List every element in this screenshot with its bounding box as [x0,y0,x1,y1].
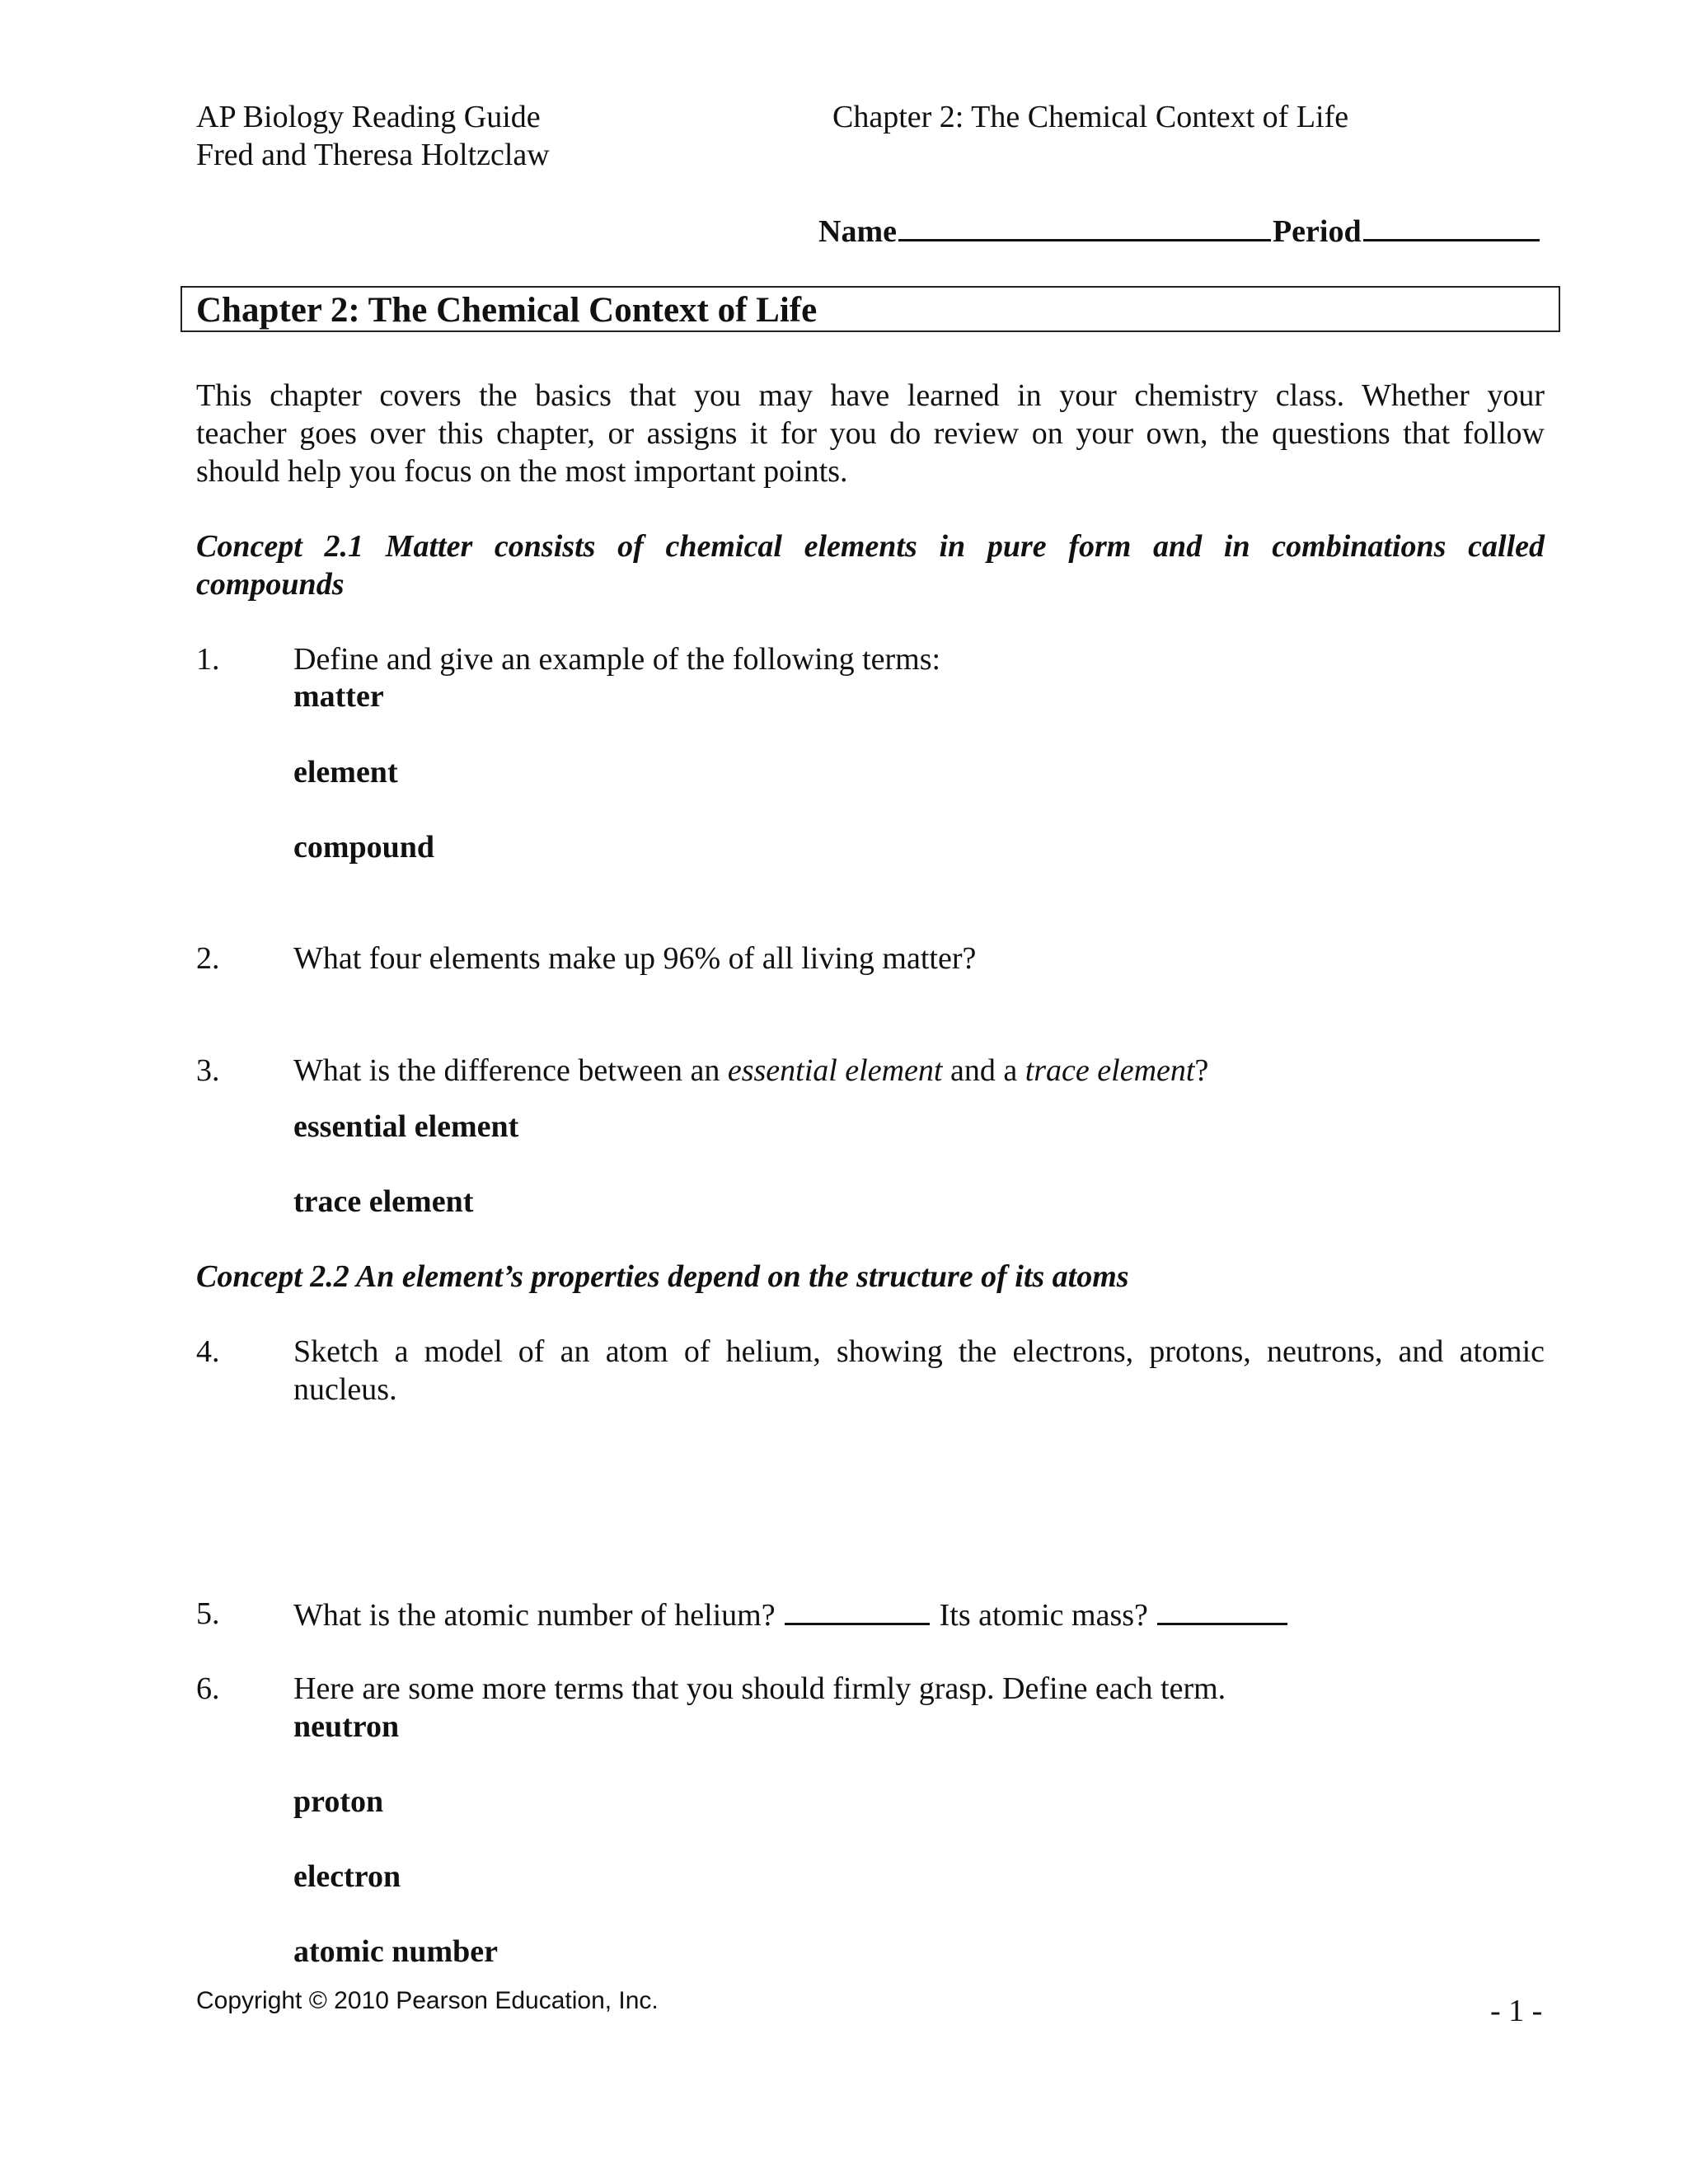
q3-text-before: What is the difference between an [293,1053,728,1088]
concept-2-2: Concept 2.2 An element’s properties depend on the structure of its atoms [196,1259,1129,1294]
q3-em-essential: essential element [727,1053,943,1088]
name-label: Name [818,214,897,249]
page-number: - 1 - [1490,1994,1543,2028]
q4-line-2: nucleus. [293,1372,397,1407]
q5-text-atomic-mass: Its atomic mass? [939,1598,1148,1633]
name-period-line [818,211,1541,251]
q6-term-atomic-number: atomic number [293,1934,499,1969]
header-guide-title: AP Biology Reading Guide [196,100,541,134]
q1-term-matter: matter [293,679,384,714]
q3-term-essential-element: essential element [293,1109,519,1144]
period-label: Period [1272,214,1362,249]
q3-term-trace-element: trace element [293,1184,474,1219]
q6-term-neutron: neutron [293,1709,400,1744]
q5-atomic-number-blank[interactable] [785,1595,930,1625]
q5-atomic-mass-blank[interactable] [1157,1595,1287,1625]
q6-number: 6. [196,1671,220,1706]
concept-2-1-line-1: Concept 2.1 Matter consists of chemical elements in pure form and in combinations called [196,529,1545,564]
chapter-title: Chapter 2: The Chemical Context of Life [196,291,818,330]
q3-text-end: ? [1194,1053,1209,1088]
header-authors: Fred and Theresa Holtzclaw [196,138,550,172]
q6-term-electron: electron [293,1859,401,1894]
intro-line-2: teacher goes over this chapter, or assigns it for you do review on your own, the questions that follow [196,416,1545,451]
q4-number: 4. [196,1334,220,1369]
intro-line-1: This chapter covers the basics that you may have learned in your chemistry class. Whether your [196,378,1545,413]
q2-text: What four elements make up 96% of all living matter? [293,941,977,976]
q6-text: Here are some more terms that you should firmly grasp. Define each term. [293,1671,1226,1706]
q5-number: 5. [196,1596,220,1631]
q1-term-compound: compound [293,830,435,865]
q3-text [293,1052,1208,1090]
q5-text-atomic-number: What is the atomic number of helium? [293,1598,776,1633]
q1-text: Define and give an example of the following terms: [293,642,941,677]
q4-line-1: Sketch a model of an atom of helium, showing the electrons, protons, neutrons, and atomic [293,1334,1545,1369]
header-chapter: Chapter 2: The Chemical Context of Life [832,100,1349,134]
footer-copyright: Copyright © 2010 Pearson Education, Inc. [196,1987,659,2014]
q2-number: 2. [196,941,220,976]
q6-term-proton: proton [293,1784,384,1819]
q3-em-trace: trace element [1025,1053,1195,1088]
period-blank[interactable] [1363,211,1540,241]
q5-line [293,1595,1289,1634]
intro-line-3: should help you focus on the most important points. [196,454,848,489]
q3-text-mid: and a [942,1053,1025,1088]
name-blank[interactable] [898,211,1271,241]
concept-2-1-line-2: compounds [196,567,345,602]
q1-number: 1. [196,642,220,677]
q3-number: 3. [196,1053,220,1088]
q1-term-element: element [293,755,398,790]
